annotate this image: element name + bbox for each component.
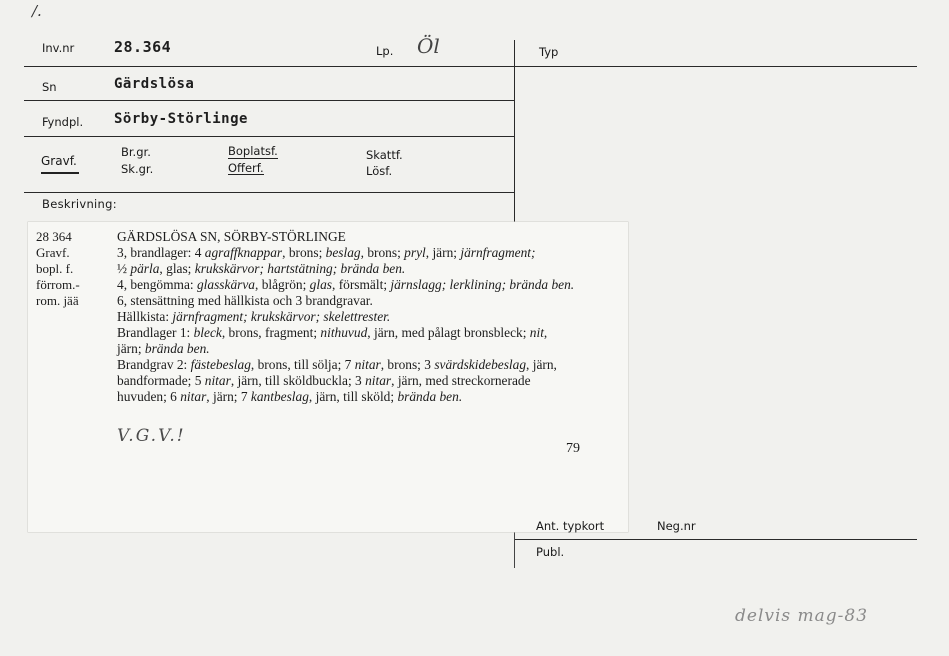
corner-mark: /. [32, 2, 42, 20]
column-divider [514, 40, 515, 230]
skattf-label: Skattf. [366, 148, 403, 162]
neg-nr-label: Neg.nr [657, 519, 696, 533]
sn-label: Sn [42, 80, 57, 94]
sk-gr-label: Sk.gr. [121, 162, 154, 176]
description-line: Hällkista: järnfragment; krukskärvor; skelettrester. [117, 309, 391, 324]
boplatsf-label: Boplatsf. [228, 144, 278, 158]
br-gr-label: Br.gr. [121, 145, 151, 159]
ant-typkort-label: Ant. typkort [536, 519, 605, 533]
rule-4 [24, 192, 515, 193]
beskrivning-label: Beskrivning: [42, 197, 117, 211]
description-line: huvuden; 6 nitar, järn; 7 kantbeslag, järn, till sköld; brända ben. [117, 389, 463, 404]
description-line: 4, bengömma: glasskärva, blågrön; glas, försmält; järnslagg; lerklining; brända ben. [117, 277, 575, 292]
gravf-underline [41, 172, 79, 174]
typ-label: Typ [539, 45, 559, 59]
inv-nr-value: 28.364 [114, 38, 172, 56]
margin-note: förrom.- [36, 277, 80, 292]
description-line: ½ pärla, glas; krukskärvor; hartstätning; brända ben. [117, 261, 406, 276]
inv-nr-label: Inv.nr [42, 41, 75, 55]
description-line: 6, stensättning med hällkista och 3 brandgravar. [117, 293, 373, 308]
description-line: Brandgrav 2: fästebeslag, brons, till sölja; 7 nitar, brons; 3 svärdskidebeslag, järn, [117, 357, 557, 372]
offerf-label: Offerf. [228, 161, 264, 175]
description-line: bandformade; 5 nitar, järn, till sköldbuckla; 3 nitar, järn, med streckornerade [117, 373, 531, 388]
publ-label: Publ. [536, 545, 565, 559]
rule-2 [24, 100, 515, 101]
description-line: järn; brända ben. [117, 341, 210, 356]
margin-note: 28 364 [36, 229, 72, 244]
rule-3 [24, 136, 515, 137]
rule-5 [515, 539, 917, 540]
lp-value: Öl [417, 34, 440, 58]
sn-value: Gärdslösa [114, 76, 195, 92]
fyndpl-label: Fyndpl. [42, 115, 84, 129]
margin-note: bopl. f. [36, 261, 74, 276]
fyndpl-value: Sörby-Störlinge [114, 111, 248, 127]
handwritten-vgv: V.G.V.! [117, 426, 186, 446]
description-heading: GÄRDSLÖSA SN, SÖRBY-STÖRLINGE [117, 229, 346, 244]
gravf-label: Gravf. [41, 154, 77, 168]
description-line: 3, brandlager: 4 agraffknappar, brons; beslag, brons; pryl, järn; järnfragment; [117, 245, 536, 260]
margin-note: Gravf. [36, 245, 70, 260]
rule-1 [24, 66, 917, 67]
handwritten-note: delvis mag-83 [735, 606, 869, 626]
page-number: 79 [566, 441, 580, 456]
description-line: Brandlager 1: bleck, brons, fragment; nithuvud, järn, med pålagt bronsbleck; nit, [117, 325, 548, 340]
losf-label: Lösf. [366, 164, 393, 178]
margin-note: rom. jää [36, 293, 79, 308]
lp-label: Lp. [376, 44, 394, 58]
